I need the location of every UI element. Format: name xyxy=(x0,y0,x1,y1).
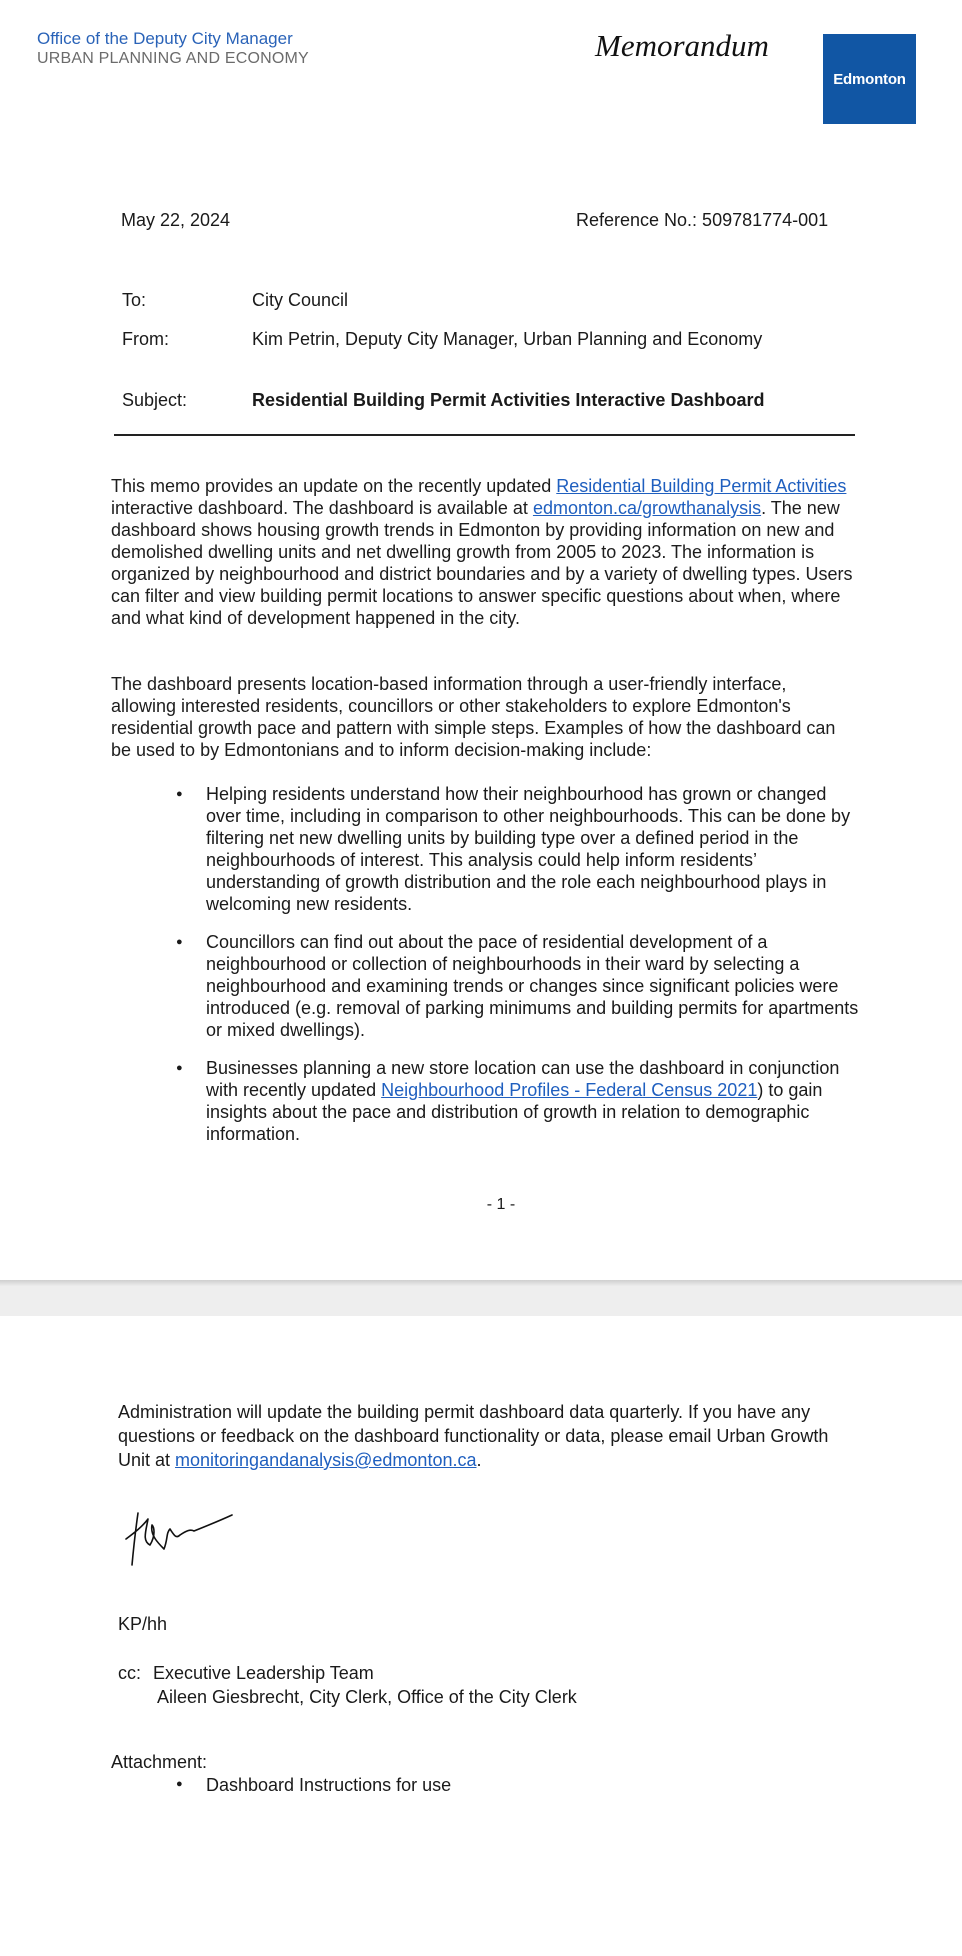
initials: KP/hh xyxy=(118,1614,168,1634)
reference-number: Reference No.: 509781774-001 xyxy=(576,210,829,230)
document-type-title: Memorandum xyxy=(595,28,769,63)
from-value: Kim Petrin, Deputy City Manager, Urban Planning and Economy xyxy=(252,329,763,349)
signature xyxy=(124,1505,239,1575)
use-case-list xyxy=(176,783,866,1145)
from-label: From: xyxy=(122,329,169,349)
cc-recipient-1: Executive Leadership Team xyxy=(153,1663,374,1683)
list-item: ● Councillors can find out about the pace of residential development of a neighbourhood or collection of neighbourhoods in their ward by selecting a neighbourhood and examining trends or changes since significant policies were introduced (e.g. removal of parking minimums and building permits for apartments or mixed dwellings). xyxy=(176,931,866,1041)
intro-text-1: This memo provides an update on the recently updated xyxy=(111,476,557,496)
growth-analysis-link[interactable]: edmonton.ca/growthanalysis xyxy=(532,498,762,518)
page-number: - 1 - xyxy=(486,1196,516,1213)
neighbourhood-profiles-link[interactable]: Neighbourhood Profiles - Federal Census 2021 xyxy=(381,1080,758,1100)
attachment-label: Attachment: xyxy=(111,1752,208,1772)
cc-recipient-2: Aileen Giesbrecht, City Clerk, Office of the City Clerk xyxy=(157,1687,577,1707)
contact-text-end: . xyxy=(476,1450,482,1470)
intro-paragraph xyxy=(111,475,856,629)
attachment-item: ● Dashboard Instructions for use xyxy=(176,1775,451,1796)
page-gap xyxy=(0,1286,962,1316)
intro-text-2: interactive dashboard. The dashboard is available at xyxy=(111,498,533,518)
department-name: URBAN PLANNING AND ECONOMY xyxy=(37,50,309,67)
contact-text: Administration will update the building permit dashboard data quarterly. If you have any questions or feedback on the dashboard functionality or data, please email Urban Growth Unit at xyxy=(118,1402,829,1470)
cc-label: cc: xyxy=(118,1663,142,1683)
bullet3-text-2: ) to gain insights about the pace and distribution of growth in relation to demographic information. xyxy=(206,1080,823,1144)
logo-text: Edmonton xyxy=(833,70,906,88)
header-divider xyxy=(114,434,855,436)
office-name: Office of the Deputy City Manager xyxy=(37,29,293,48)
memo-date: May 22, 2024 xyxy=(121,210,231,230)
email-link[interactable]: monitoringandanalysis@edmonton.ca xyxy=(175,1450,477,1470)
bullet3-text-1: Businesses planning a new store location can use the dashboard in conjunction with recently updated xyxy=(206,1058,840,1100)
dashboard-link[interactable]: Residential Building Permit Activities xyxy=(556,476,847,496)
list-item: ● Helping residents understand how their neighbourhood has grown or changed over time, including in comparison to other neighbourhoods. This can be done by filtering net new dwelling units by building type over a defined period in the neighbourhoods of interest. This analysis could help inform residents’ understanding of growth distribution and the role each neighbourhood plays in welcoming new residents. xyxy=(176,783,866,915)
subject-value: Residential Building Permit Activities Interactive Dashboard xyxy=(252,390,765,410)
to-value: City Council xyxy=(252,290,349,310)
contact-paragraph xyxy=(118,1400,863,1472)
list-item xyxy=(176,1057,866,1145)
subject-label: Subject: xyxy=(122,390,188,410)
to-label: To: xyxy=(122,290,147,310)
edmonton-logo xyxy=(823,34,916,124)
dashboard-paragraph: The dashboard presents location-based information through a user-friendly interface, allowing interested residents, councillors or other stakeholders to explore Edmonton's residential growth pace and pattern with simple steps. Examples of how the dashboard can be used to by Edmontonians and to inform decision-making include: xyxy=(111,674,836,760)
intro-text-3: . The new dashboard shows housing growth trends in Edmonton by providing information on new and demolished dwelling units and net dwelling growth from 2005 to 2023. The information is organized by neighbourhood and district boundaries and by a variety of dwelling types. Users can filter and view building permit locations to answer specific questions about when, where and what kind of development happened in the city. xyxy=(111,498,853,628)
